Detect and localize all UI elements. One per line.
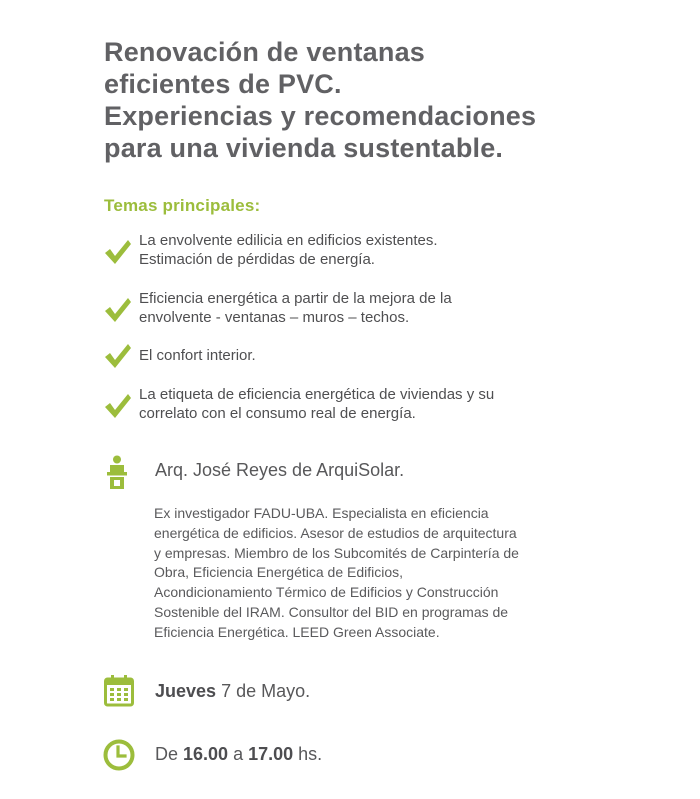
- topic-line: La etiqueta de eficiencia energética de viviendas y su: [139, 386, 495, 403]
- speaker-podium-icon: [106, 455, 128, 491]
- event-time: [155, 744, 322, 765]
- checkmark-icon: [104, 392, 132, 420]
- bio-line: energética de edificios. Asesor de estudios de arquitectura: [154, 524, 517, 541]
- time-start: 16.00: [183, 744, 229, 764]
- time-middle: a: [228, 744, 249, 764]
- bio-line: Acondicionamiento Térmico de Edificios y Construcción: [154, 584, 499, 601]
- topics-heading: Temas principales:: [104, 196, 261, 215]
- bio-line: y empresas. Miembro de los Subcomités de Carpintería de: [154, 544, 519, 561]
- checkmark-icon: [104, 238, 132, 266]
- topic-line: Estimación de pérdidas de energía.: [139, 251, 375, 268]
- event-day: Jueves: [155, 681, 217, 701]
- time-prefix: De: [155, 744, 184, 764]
- bio-line: Sostenible del IRAM. Consultor del BID en programas de: [154, 603, 509, 620]
- speaker-bio: [154, 504, 614, 643]
- checkmark-icon: [104, 296, 132, 324]
- title-line: Renovación de ventanas: [104, 37, 426, 67]
- topic-line: correlato con el consumo real de energía.: [139, 405, 416, 422]
- checkmark-icon: [104, 342, 132, 370]
- speaker-name: Arq. José Reyes de ArquiSolar.: [155, 460, 405, 480]
- event-date-rest: 7 de Mayo.: [216, 681, 311, 701]
- clock-icon: [103, 739, 135, 771]
- event-date: [155, 681, 310, 702]
- topic-text: [139, 385, 609, 423]
- topic-text: [139, 231, 609, 269]
- time-suffix: hs.: [293, 744, 323, 764]
- topic-line: envolvente - ventanas – muros – techos.: [139, 309, 410, 326]
- calendar-icon: [104, 675, 134, 707]
- bio-line: Ex investigador FADU-UBA. Especialista en eficiencia: [154, 505, 489, 521]
- title-line: para una vivienda sustentable.: [104, 133, 504, 163]
- title-line: Experiencias y recomendaciones: [104, 101, 537, 131]
- topic-line: El confort interior.: [139, 347, 256, 364]
- topic-text: [139, 289, 609, 327]
- topic-line: Eficiencia energética a partir de la mejora de la: [139, 290, 452, 307]
- topic-line: La envolvente edilicia en edificios existentes.: [139, 232, 438, 249]
- bio-line: Eficiencia Energética. LEED Green Associate.: [154, 623, 440, 640]
- topic-text: [139, 346, 609, 365]
- time-end: 17.00: [248, 744, 294, 764]
- bio-line: Obra, Eficiencia Energética de Edificios,: [154, 564, 404, 581]
- page-title: [104, 36, 664, 164]
- title-line: eficientes de PVC.: [104, 69, 342, 99]
